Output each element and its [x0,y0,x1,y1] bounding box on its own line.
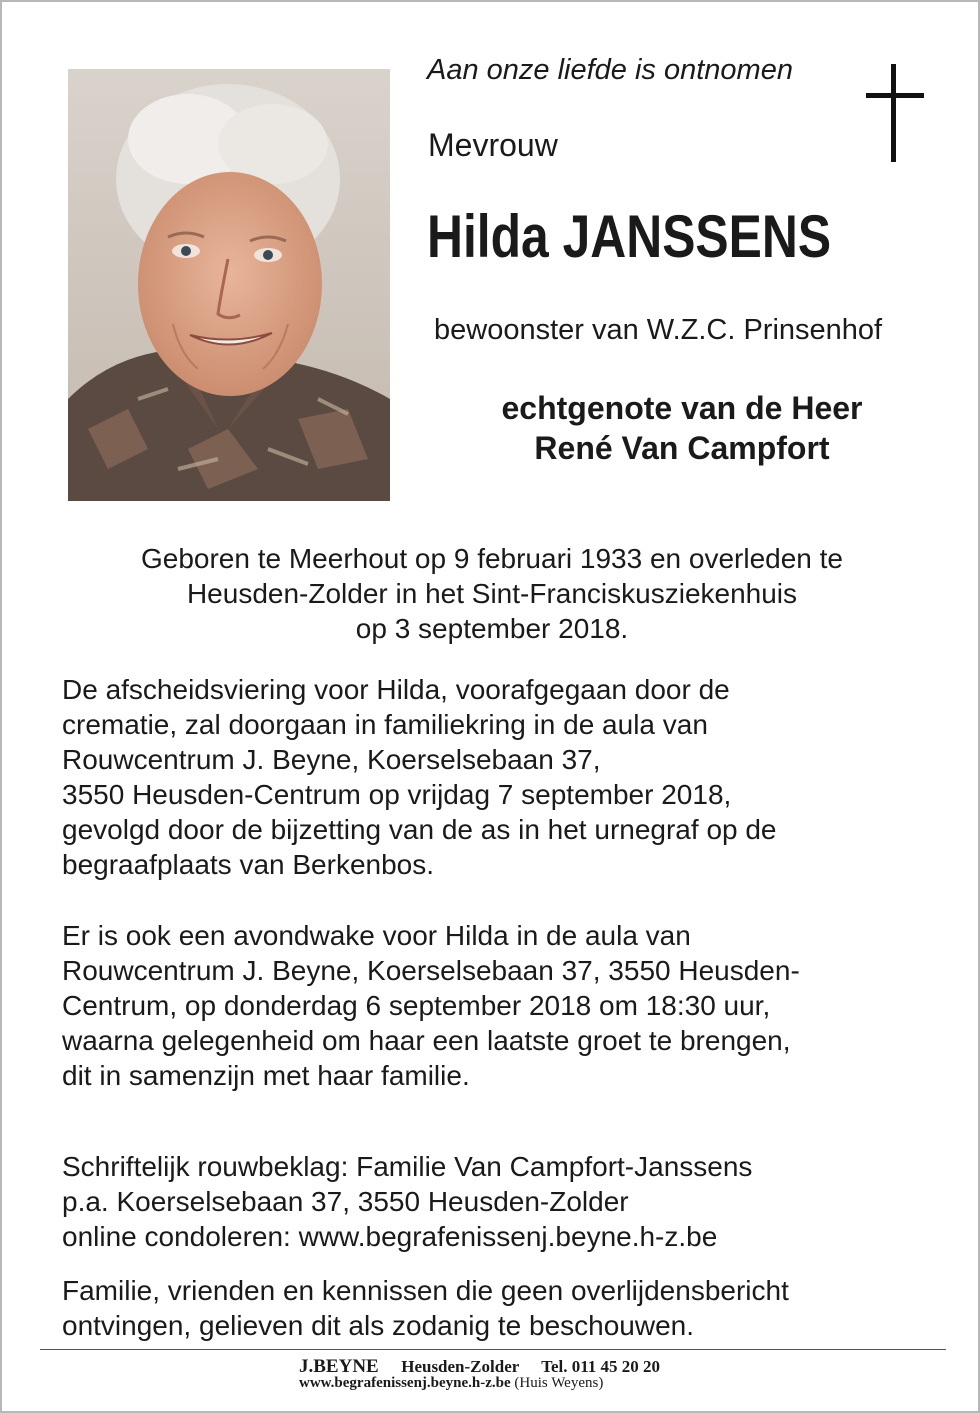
spouse-text [402,388,962,468]
ceremony-line: 3550 Heusden-Centrum op vrijdag 7 september 2018, [62,779,732,810]
spouse-line: René Van Campfort [534,430,830,466]
intro-text: Aan onze liefde is ontnomen [427,54,793,86]
ceremony-paragraph [62,672,777,882]
birth-line: Heusden-Zolder in het Sint-Franciskusziekenhuis [186,578,798,609]
closing-line: Familie, vrienden en kennissen die geen overlijdensbericht [62,1275,789,1306]
ceremony-line: De afscheidsviering voor Hilda, voorafgegaan door de [62,674,730,705]
birth-death-text [42,541,942,646]
condolence-line: online condoleren: www.begrafenissenj.beyne.h-z.be [62,1221,718,1252]
funeral-home-note: (Huis Weyens) [514,1375,604,1391]
wake-line: waarna gelegenheid om haar een laatste groet te brengen, [62,1025,791,1056]
birth-line: Geboren te Meerhout op 9 februari 1933 en overleden te [140,543,844,574]
funeral-home-brand: J.BEYNE [299,1356,379,1377]
spouse-line: echtgenote van de Heer [501,390,863,426]
wake-line: Er is ook een avondwake voor Hilda in de aula van [62,920,691,951]
condolence-paragraph [62,1149,752,1254]
wake-line: dit in samenzijn met haar familie. [62,1060,470,1091]
ceremony-line: crematie, zal doorgaan in familiekring in de aula van [62,709,708,740]
birth-line: op 3 september 2018. [355,613,629,644]
closing-paragraph [62,1273,789,1343]
honorific: Mevrouw [428,127,558,163]
funeral-home-phone: Tel. 011 45 20 20 [541,1357,661,1376]
ceremony-line: begraafplaats van Berkenbos. [62,849,435,880]
portrait-photo [68,69,390,501]
deceased-name: Hilda JANSSENS [427,203,832,270]
wake-paragraph [62,918,800,1093]
closing-line: ontvingen, gelieven dit als zodanig te beschouwen. [62,1310,694,1341]
funeral-home-website: www.begrafenissenj.beyne.h-z.be [299,1375,511,1391]
footer-divider [40,1349,946,1350]
funeral-home-location: Heusden-Zolder [401,1357,519,1376]
footer-web [299,1375,603,1392]
ceremony-line: Rouwcentrum J. Beyne, Koerselsebaan 37, [62,744,601,775]
wake-line: Rouwcentrum J. Beyne, Koerselsebaan 37, 3550 Heusden- [62,955,800,986]
ceremony-line: gevolgd door de bijzetting van de as in het urnegraf op de [62,814,777,845]
wake-line: Centrum, op donderdag 6 september 2018 om 18:30 uur, [62,990,771,1021]
residence-text: bewoonster van W.Z.C. Prinsenhof [434,314,883,346]
condolence-line: Schriftelijk rouwbeklag: Familie Van Campfort-Janssens [62,1151,753,1182]
condolence-line: p.a. Koerselsebaan 37, 3550 Heusden-Zolder [62,1186,629,1217]
cross-icon [866,64,924,162]
